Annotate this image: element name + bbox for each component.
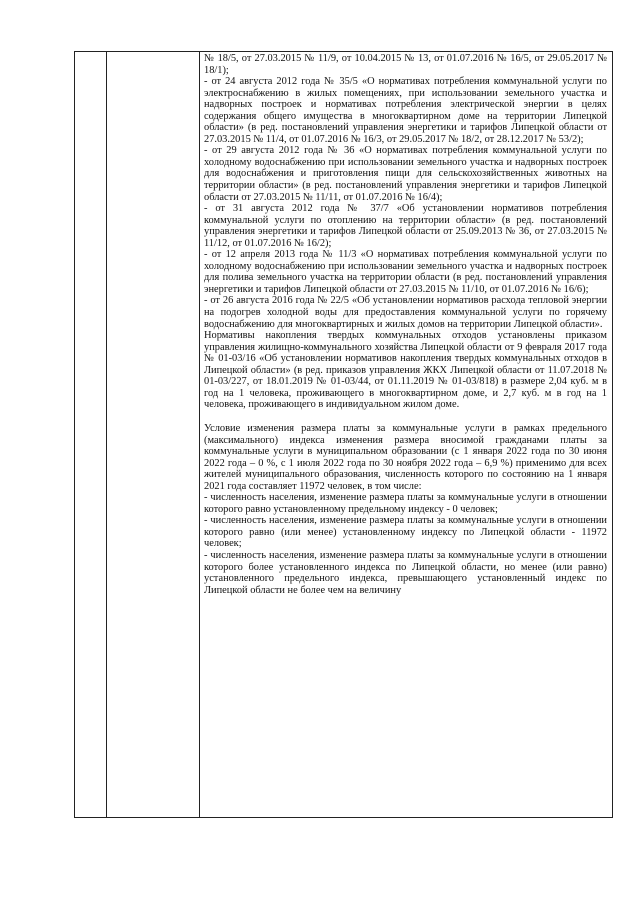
paragraph: № 18/5, от 27.03.2015 № 11/9, от 10.04.2015 № 13, от 01.07.2016 № 16/5, от 29.05.2017 № 18/1); bbox=[204, 53, 607, 76]
paragraph: - от 26 августа 2016 года № 22/5 «Об установлении нормативов расхода тепловой энергии на подогрев холодной воды для предоставления коммунальной услуги по горячему водоснабжению для многоквартирных и жилых домов на территории Липецкой области». bbox=[204, 295, 607, 330]
paragraph: - от 24 августа 2012 года № 35/5 «О нормативах потребления коммунальной услуги по электроснабжению в жилых помещениях, при использовании земельного участка и надворных построек и нормативах потребления электрической энергии в целях содержания общего имущества в многоквартирном доме на территории Липецкой области» (в ред. постановлений управления энергетики и тарифов Липецкой области от 27.03.2015 № 11/4, от 01.07.2016 № 16/3, от 29.05.2017 № 18/2, от 28.12.2017 № 53/2); bbox=[204, 76, 607, 145]
column-divider bbox=[106, 52, 107, 817]
paragraph: Нормативы накопления твердых коммунальных отходов установлены приказом управления жилищно-коммунального хозяйства Липецкой области от 9 февраля 2017 года № 01-03/16 «Об установлении нормативов накопления твердых коммунальных отходов в Липецкой области» (в ред. приказов управления ЖКХ Липецкой области от 11.07.2018 № 01-03/227, от 18.01.2019 № 01-03/44, от 01.11.2019 № 01-03/818) в размере 2,04 куб. м в год на 1 человека, проживающего в многоквартирном доме, и 2,7 куб. м в год на 1 человека, проживающего в индивидуальном жилом доме. bbox=[204, 330, 607, 411]
column-divider bbox=[199, 52, 200, 817]
paragraph: - от 29 августа 2012 года № 36 «О нормативах потребления коммунальной услуги по холодному водоснабжению при использовании земельного участка и надворных построек для водоснабжения и приготовления пищи для сельскохозяйственных животных на территории области» (в ред. постановлений управления энергетики и тарифов Липецкой области от 27.03.2015 № 11/11, от 01.07.2016 № 16/4); bbox=[204, 145, 607, 203]
paragraph: - численность населения, изменение размера платы за коммунальные услуги в отношении которого более установленного индекса по Липецкой области, но менее (или равно) установленного предельного индекса, превышающего установленный индекс по Липецкой области не более чем на величину bbox=[204, 549, 607, 596]
paragraph: - от 12 апреля 2013 года № 11/3 «О нормативах потребления коммунальной услуги по холодному водоснабжению при использовании земельного участка и надворных построек для полива земельного участка на территории области (в ред. постановлений управления энергетики и тарифов Липецкой области от 27.03.2015 № 11/10, от 01.07.2016 № 16/6); bbox=[204, 249, 607, 295]
document-table bbox=[74, 51, 613, 818]
paragraph: - численность населения, изменение размера платы за коммунальные услуги в отношении которого равно установленному предельному индексу - 0 человек; bbox=[204, 492, 607, 515]
paragraph: - от 31 августа 2012 года № 37/7 «Об установлении нормативов потребления коммунальной услуги по отоплению на территории области» (в ред. постановлений управления энергетики и тарифов Липецкой области от 25.09.2013 № 36, от 27.03.2015 № 11/12, от 01.07.2016 № 16/2); bbox=[204, 203, 607, 249]
content-cell bbox=[204, 53, 607, 596]
paragraph-gap bbox=[204, 411, 607, 423]
paragraph: Условие изменения размера платы за коммунальные услуги в рамках предельного (максимального) индекса изменения размера вносимой гражданами платы за коммунальные услуги в муниципальном образовании (с 1 января 2022 года по 30 июня 2022 года – 0 %, с 1 июля 2022 года по 30 ноября 2022 года – 6,9 %) применимо для всех жителей муниципального образования, численность которого по состоянию на 1 января 2021 года составляет 11972 человек, в том числе: bbox=[204, 422, 607, 492]
paragraph: - численность населения, изменение размера платы за коммунальные услуги в отношении которого равно (или менее) установленному индексу по Липецкой области - 11972 человек; bbox=[204, 515, 607, 550]
